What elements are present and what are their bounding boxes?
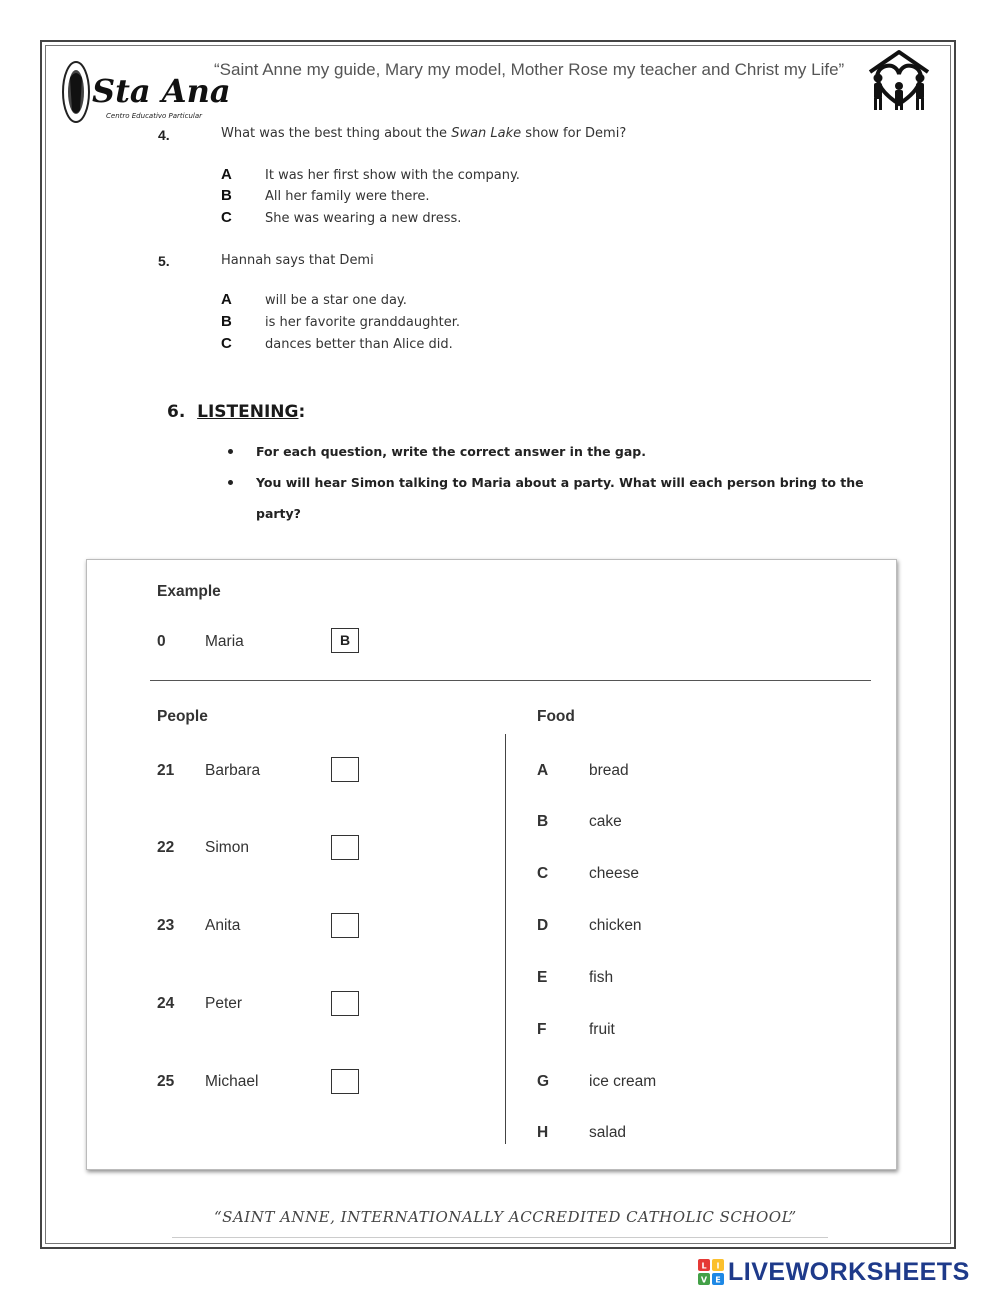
logo-letter-e: E (715, 1275, 721, 1285)
q4-option-c-text: She was wearing a new dress. (265, 211, 462, 226)
person-number: 23 (157, 917, 175, 934)
q4-option-b-text: All her family were there. (265, 189, 430, 204)
footer-motto: “SAINT ANNE, INTERNATIONALLY ACCREDITED CATHOLIC SCHOOL” (214, 1208, 797, 1226)
person-name: Peter (205, 995, 243, 1012)
example-name: Maria (205, 633, 244, 650)
logo-letter-i: I (716, 1261, 720, 1271)
food-name: chicken (589, 917, 642, 934)
person-name: Simon (205, 839, 249, 856)
instruction-2-continued: party? (256, 506, 301, 521)
person-number: 21 (157, 762, 175, 779)
section-title: 6. LISTENING: (167, 402, 306, 422)
header-motto: “Saint Anne my guide, Mary my model, Mother Rose my teacher and Christ my Life” (214, 60, 845, 79)
person-number: 22 (157, 839, 175, 856)
answer-input-21[interactable] (331, 757, 359, 782)
person-name: Barbara (205, 762, 261, 779)
bullet-dot (228, 480, 233, 485)
q4-option-a-letter: A (221, 166, 232, 183)
answer-input-25[interactable] (331, 1069, 359, 1094)
svg-text:Centro Educativo Particular: Centro Educativo Particular (106, 112, 203, 120)
food-name: fruit (589, 1021, 615, 1038)
logo-letter-l: L (701, 1261, 707, 1271)
food-name: fish (589, 969, 614, 986)
q4-option-a-text: It was her first show with the company. (265, 168, 520, 183)
instruction-2: You will hear Simon talking to Maria about a party. What will each person bring to the (256, 475, 864, 490)
food-letter: H (537, 1124, 549, 1141)
question-5-number: 5. (158, 253, 170, 269)
people-header: People (157, 708, 208, 725)
food-letter: A (537, 762, 549, 779)
question-4-text: What was the best thing about the Swan Lake show for Demi? (221, 126, 627, 141)
food-letter: E (537, 969, 548, 986)
logo-letter-v: V (700, 1275, 708, 1285)
person-name: Anita (205, 917, 241, 934)
q5-option-b-letter: B (221, 313, 232, 330)
liveworksheets-watermark (698, 1258, 970, 1286)
question-4-number: 4. (158, 127, 170, 143)
question-5-text: Hannah says that Demi (221, 253, 374, 268)
q5-option-b-text: is her favorite granddaughter. (265, 315, 460, 330)
food-letter: C (537, 865, 549, 882)
example-divider (150, 680, 871, 681)
answer-input-23[interactable] (331, 913, 359, 938)
person-number: 25 (157, 1073, 175, 1090)
answer-input-24[interactable] (331, 991, 359, 1016)
svg-text:Sta Ana: Sta Ana (92, 72, 231, 110)
liveworksheets-logo-icon (698, 1259, 724, 1285)
q5-option-c-text: dances better than Alice did. (265, 337, 453, 352)
food-name: ice cream (589, 1073, 657, 1090)
food-header: Food (537, 708, 575, 725)
food-name: cake (589, 813, 622, 830)
food-letter: F (537, 1021, 547, 1038)
q5-option-a-letter: A (221, 291, 232, 308)
person-name: Michael (205, 1073, 259, 1090)
column-divider (505, 734, 506, 1144)
person-number: 24 (157, 995, 175, 1012)
family-heart-icon (864, 48, 934, 114)
q4-option-b-letter: B (221, 187, 232, 204)
example-number: 0 (157, 633, 166, 650)
food-letter: G (537, 1073, 550, 1090)
q5-option-c-letter: C (221, 335, 232, 352)
bullet-dot (228, 449, 233, 454)
school-logo (58, 58, 231, 128)
instruction-1: For each question, write the correct answer in the gap. (256, 444, 647, 459)
food-letter: D (537, 917, 549, 934)
food-letter: B (537, 813, 549, 830)
food-name: cheese (589, 865, 639, 882)
liveworksheets-text: LIVEWORKSHEETS (728, 1257, 970, 1286)
footer-divider (172, 1237, 828, 1238)
example-answer-box: B (331, 628, 359, 653)
q4-option-c-letter: C (221, 209, 232, 226)
food-name: salad (589, 1124, 627, 1141)
answer-input-22[interactable] (331, 835, 359, 860)
q5-option-a-text: will be a star one day. (265, 293, 407, 308)
example-label: Example (157, 583, 221, 600)
food-name: bread (589, 762, 629, 779)
